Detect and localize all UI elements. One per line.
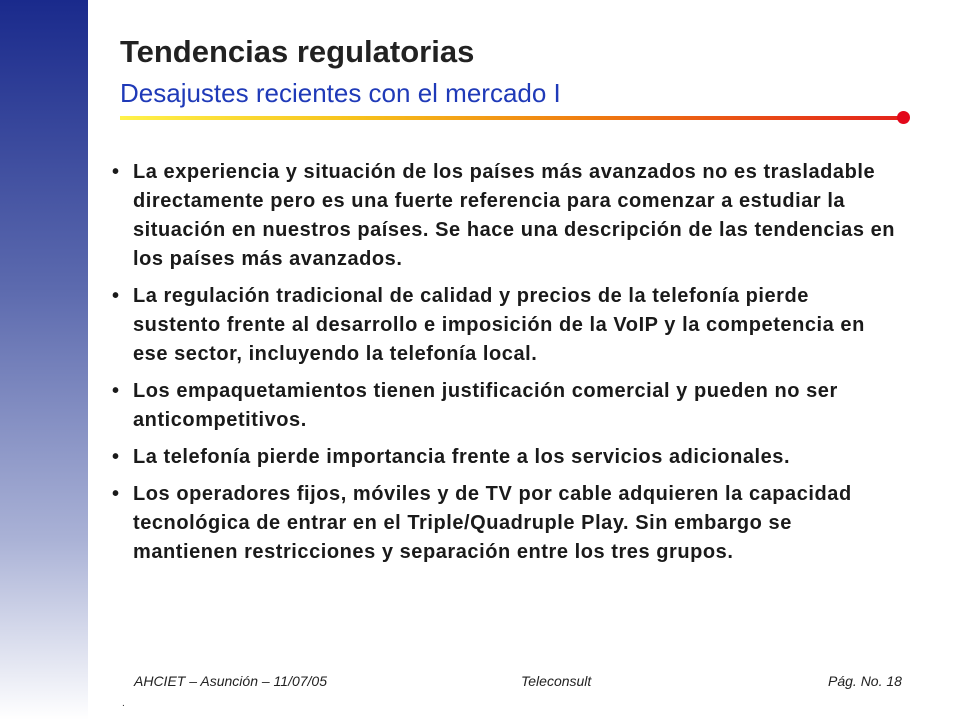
bullet-marker: • xyxy=(112,380,120,402)
bullet-list xyxy=(112,158,902,575)
footer-company: Teleconsult xyxy=(521,673,592,689)
bullet-item xyxy=(112,443,902,472)
bullet-marker: • xyxy=(112,483,120,505)
bullet-item xyxy=(112,377,902,435)
footer-page-number: Pág. No. 18 xyxy=(828,673,902,689)
bullet-text: La telefonía pierde importancia frente a los servicios adicionales. xyxy=(133,446,791,468)
bullet-marker: • xyxy=(112,446,120,468)
bullet-item xyxy=(112,480,902,567)
footer-event: AHCIET – Asunción – 11/07/05 xyxy=(134,673,327,689)
side-gradient-band xyxy=(0,0,88,720)
bullet-item xyxy=(112,158,902,274)
title-underline xyxy=(120,116,902,120)
bullet-text: Los empaquetamientos tienen justificación comercial y pueden no ser anticompetitivos. xyxy=(133,380,838,431)
bullet-marker: • xyxy=(112,285,120,307)
bullet-text: La regulación tradicional de calidad y precios de la telefonía pierde sustento frente al desarrollo e imposición de la VoIP y la competencia en ese sector, incluyendo la telefonía local. xyxy=(133,285,865,365)
bullet-text: Los operadores fijos, móviles y de TV por cable adquieren la capacidad tecnológica de entrar en el Triple/Quadruple Play. Sin embargo se mantienen restricciones y separación entre los tres grupos. xyxy=(133,483,852,563)
slide-title: Tendencias regulatorias xyxy=(120,34,475,69)
footer-mark: . xyxy=(122,698,125,709)
bullet-text: La experiencia y situación de los países más avanzados no es trasladable directamente pero es una fuerte referencia para comenzar a estudiar la situación en nuestros países. Se hace una descripción de las tendencias en los países más avanzados. xyxy=(133,161,896,270)
slide-subtitle: Desajustes recientes con el mercado I xyxy=(120,78,561,108)
bullet-marker: • xyxy=(112,161,120,183)
title-underline-dot xyxy=(897,111,910,124)
bullet-item xyxy=(112,282,902,369)
